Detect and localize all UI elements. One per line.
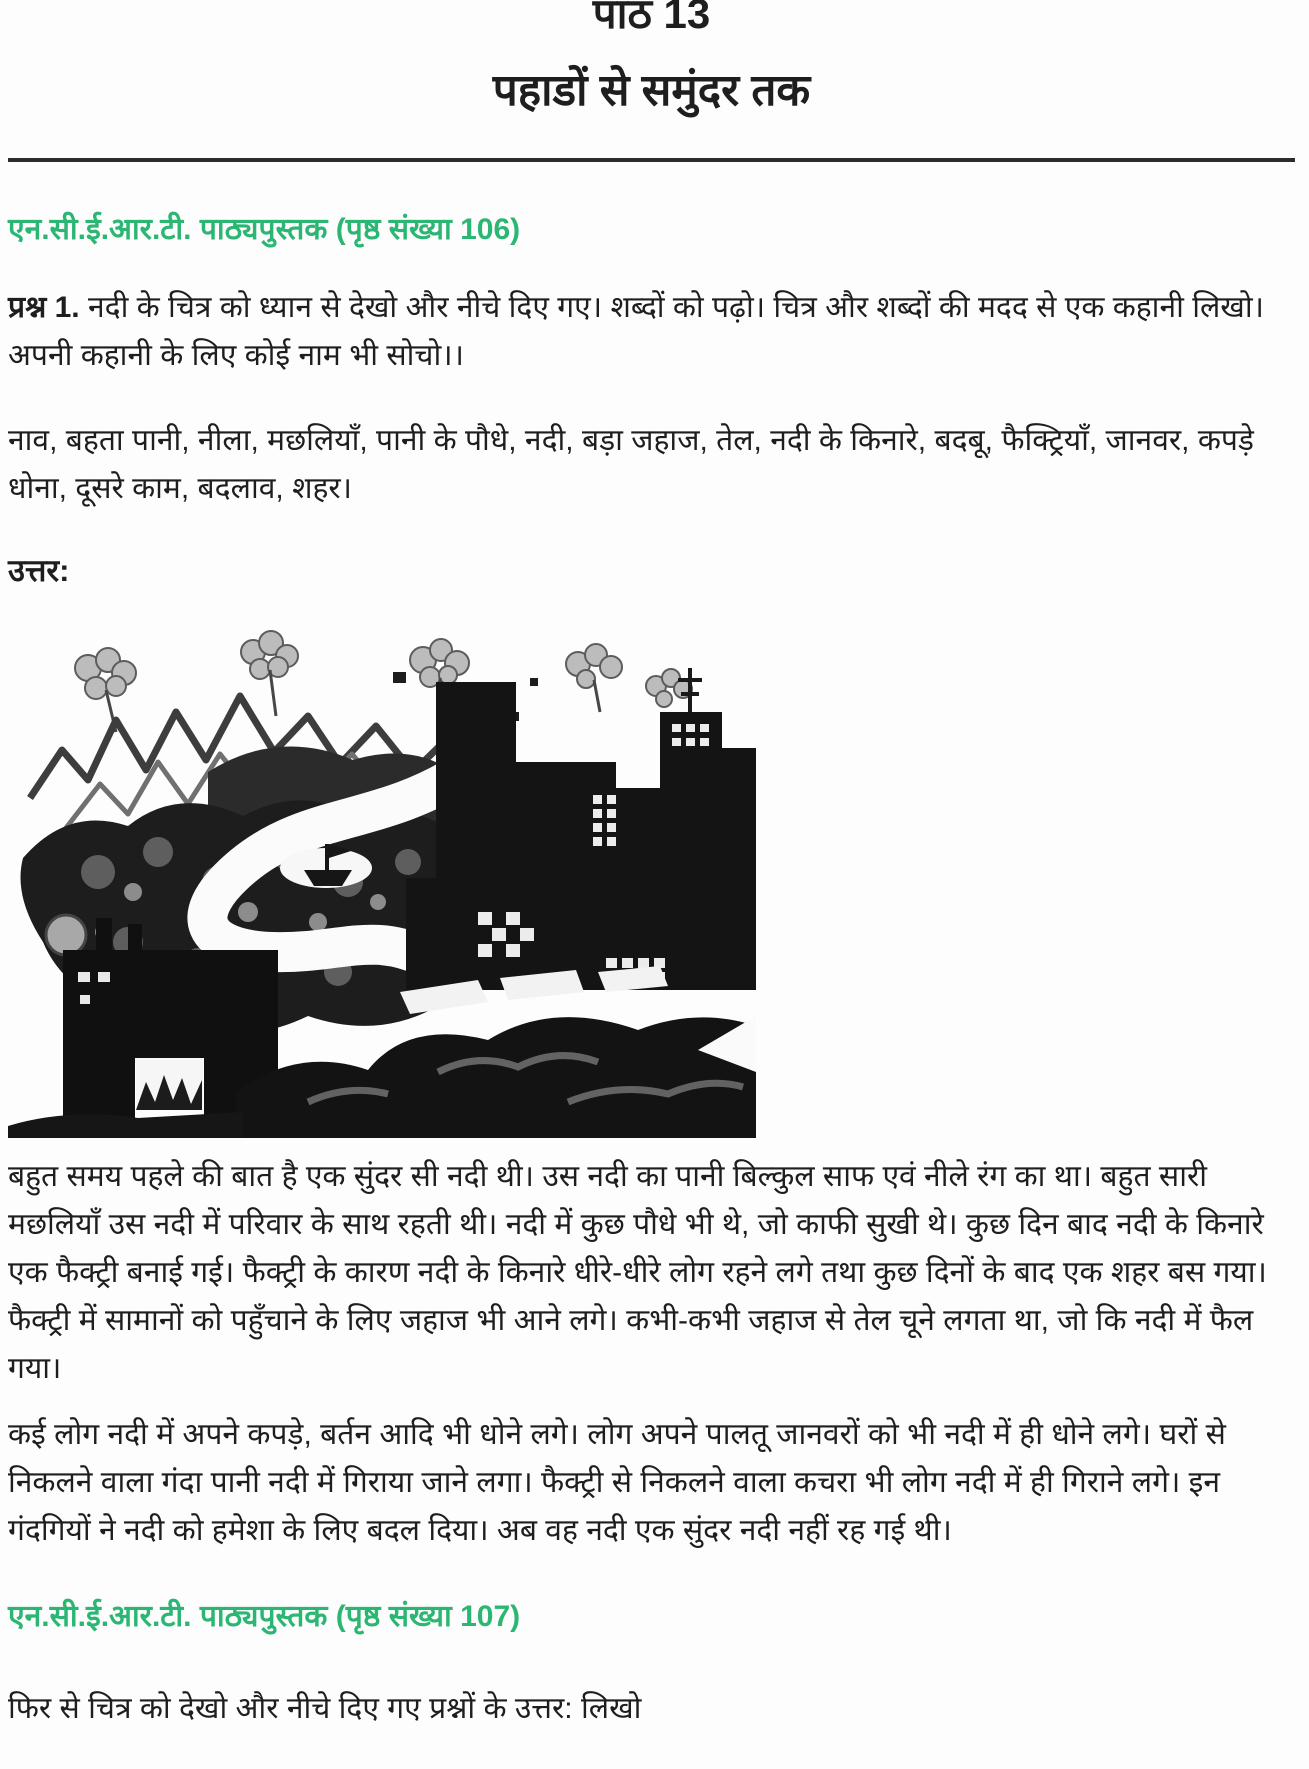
question-number: प्रश्न 1. xyxy=(8,291,80,324)
answer-label: उत्तर: xyxy=(8,553,70,588)
answer-paragraph-1: बहुत समय पहले की बात है एक सुंदर सी नदी थी। उस नदी का पानी बिल्कुल साफ एवं नीले रंग का था। बहुत सारी मछलियाँ उस नदी में परिवार के साथ रहती थी। नदी में कुछ पौधे भी थे, जो काफी सुखी थे। कुछ दिन बाद नदी के किनारे एक फैक्ट्री बनाई गई। फैक्ट्री के कारण नदी के किनारे धीरे-धीरे लोग रहने लगे तथा कुछ दिनों के बाद एक शहर बस गया। फैक्ट्री में सामानों को पहुँचाने के लिए जहाज भी आने लगे। कभी-कभी जहाज से तेल चूने लगता था, जो कि नदी में फैल गया। xyxy=(8,1160,1267,1385)
river-story-illustration xyxy=(8,620,756,1138)
section-heading-107: एन.सी.ई.आर.टी. पाठ्यपुस्तक (पृष्ठ संख्या 107) xyxy=(8,1600,521,1633)
page-title: पहाडों से समुंदर तक xyxy=(492,66,811,115)
answer-paragraph-2: कई लोग नदी में अपने कपड़े, बर्तन आदि भी धोने लगे। लोग अपने पालतू जानवरों को भी नदी में ही धोने लगे। घरों से निकलने वाला गंदा पानी नदी में गिराया जाने लगा। फैक्ट्री से निकलने वाला कचरा भी लोग नदी में ही गिराने लगे। इन गंदगियों ने नदी को हमेशा के लिए बदल दिया। अब वह नदी एक सुंदर नदी नहीं रह गई थी। xyxy=(8,1418,1226,1547)
lesson-label: पाठ 13 xyxy=(592,0,711,37)
blossom-trees xyxy=(75,631,692,707)
title-divider xyxy=(8,158,1295,162)
section-107-intro: फिर से चित्र को देखो और नीचे दिए गए प्रश्नों के उत्तर: लिखो xyxy=(8,1692,642,1725)
word-list: नाव, बहता पानी, नीला, मछलियाँ, पानी के पौधे, नदी, बड़ा जहाज, तेल, नदी के किनारे, बदबू, फैक्ट्रियाँ, जानवर, कपड़े धोना, दूसरे काम, बदलाव, शहर। xyxy=(8,424,1254,505)
question-paragraph xyxy=(8,284,1295,380)
section-heading-106: एन.सी.ई.आर.टी. पाठ्यपुस्तक (पृष्ठ संख्या 106) xyxy=(8,213,521,246)
question-text: नदी के चित्र को ध्यान से देखो और नीचे दिए गए। शब्दों को पढ़ो। चित्र और शब्दों की मदद से एक कहानी लिखो। अपनी कहानी के लिए कोई नाम भी सोचो।। xyxy=(8,291,1264,372)
